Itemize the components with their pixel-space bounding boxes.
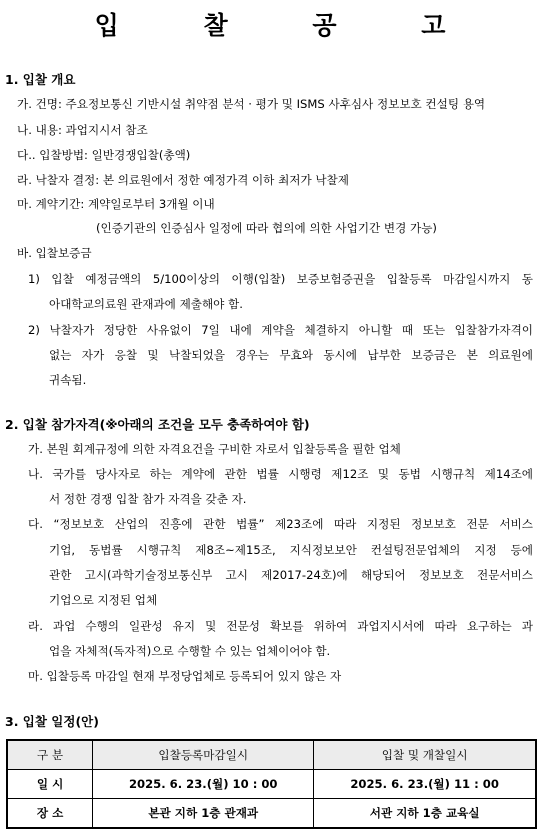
- schedule-cell-label: 장 소: [7, 799, 93, 829]
- schedule-cell-label: 일 시: [7, 770, 93, 799]
- overview-item-name: 가. 건명: 주요정보통신 기반시설 취약점 분석 · 평가 및 ISMS 사후심사 정보보호 컨설팅 용역: [17, 97, 486, 111]
- schedule-row-datetime: [7, 770, 536, 799]
- section1-heading: 1. 입찰 개요: [5, 72, 76, 87]
- deposit-clause-1-line2: 아대학교의료원 관재과에 제출해야 함.: [49, 297, 243, 311]
- overview-item-method: 다.. 입찰방법: 일반경쟁입찰(총액): [17, 148, 191, 162]
- overview-item-winner: 라. 낙찰자 결정: 본 의료원에서 정한 예정가격 이하 최저가 낙찰제: [17, 173, 349, 187]
- overview-item-content: 나. 내용: 과업지시서 참조: [17, 123, 148, 137]
- qualification-item-da-line1: 다. “정보보호 산업의 진흥에 관한 법률” 제23조에 따라 지정된 정보보호 전문 서비스: [28, 517, 533, 531]
- deposit-clause-2-line2: 없는 자가 응찰 및 낙찰되었을 경우는 무효와 동시에 납부한 보증금은 본 의료원에: [49, 348, 533, 362]
- schedule-cell-registration-datetime: 2025. 6. 23.(월) 10 : 00: [93, 770, 314, 799]
- qualification-item-da-line4: 기업으로 지정된 업체: [49, 593, 158, 607]
- deposit-clause-2-line1: 2) 낙찰자가 정당한 사유없이 7일 내에 계약을 체결하지 아니할 때 또는 입찰참가자격이: [28, 323, 533, 337]
- overview-item-deposit: 바. 입찰보증금: [17, 246, 92, 260]
- schedule-header-registration: 입찰등록마감일시: [93, 740, 314, 770]
- qualification-item-ma: 마. 입찰등록 마감일 현재 부정당업체로 등록되어 있지 않은 자: [28, 669, 342, 683]
- qualification-item-ga: 가. 본원 회계규정에 의한 자격요건을 구비한 자로서 입찰등록을 필한 업체: [28, 442, 401, 456]
- overview-item-period-note: (인증기관의 인증심사 일정에 따라 협의에 의한 사업기간 변경 가능): [96, 221, 437, 235]
- schedule-header-opening: 입찰 및 개찰일시: [314, 740, 536, 770]
- qualification-item-da-line3: 관한 고시(과학기술정보통신부 고시 제2017-24호)에 해당되어 정보보호 전문서비스: [49, 568, 533, 582]
- deposit-clause-1-line1: 1) 입찰 예정금액의 5/100이상의 이행(입찰) 보증보험증권을 입찰등록 마감일시까지 동: [28, 272, 533, 286]
- schedule-table: [6, 739, 537, 829]
- schedule-header-row: [7, 740, 536, 770]
- schedule-cell-opening-datetime: 2025. 6. 23.(월) 11 : 00: [314, 770, 536, 799]
- schedule-cell-opening-place: 서관 지하 1층 교육실: [314, 799, 536, 829]
- section2-heading: 2. 입찰 참가자격(※아래의 조건을 모두 충족하여야 함): [5, 417, 310, 432]
- qualification-item-na-line2: 서 정한 경쟁 입찰 참가 자격을 갖춘 자.: [49, 492, 247, 506]
- schedule-row-place: [7, 799, 536, 829]
- schedule-cell-registration-place: 본관 지하 1층 관재과: [93, 799, 314, 829]
- qualification-item-ra-line1: 라. 과업 수행의 일관성 유지 및 전문성 확보를 위하여 과업지시서에 따라 요구하는 과: [28, 619, 533, 633]
- deposit-clause-2-line3: 귀속됨.: [49, 373, 87, 387]
- page-title: 입 찰 공 고: [94, 11, 484, 40]
- schedule-header-category: 구 분: [7, 740, 93, 770]
- qualification-item-ra-line2: 업을 자체적(독자적)으로 수행할 수 있는 업체이어야 함.: [49, 644, 331, 658]
- qualification-item-da-line2: 기업, 동법률 시행규칙 제8조~제15조, 지식정보보안 컨설팅전문업체의 지정 등에: [49, 543, 533, 557]
- qualification-item-na-line1: 나. 국가를 당사자로 하는 계약에 관한 법률 시행령 제12조 및 동법 시행규칙 제14조에: [28, 467, 533, 481]
- overview-item-period: 마. 계약기간: 계약일로부터 3개월 이내: [17, 197, 215, 211]
- section3-heading: 3. 입찰 일정(안): [5, 714, 99, 729]
